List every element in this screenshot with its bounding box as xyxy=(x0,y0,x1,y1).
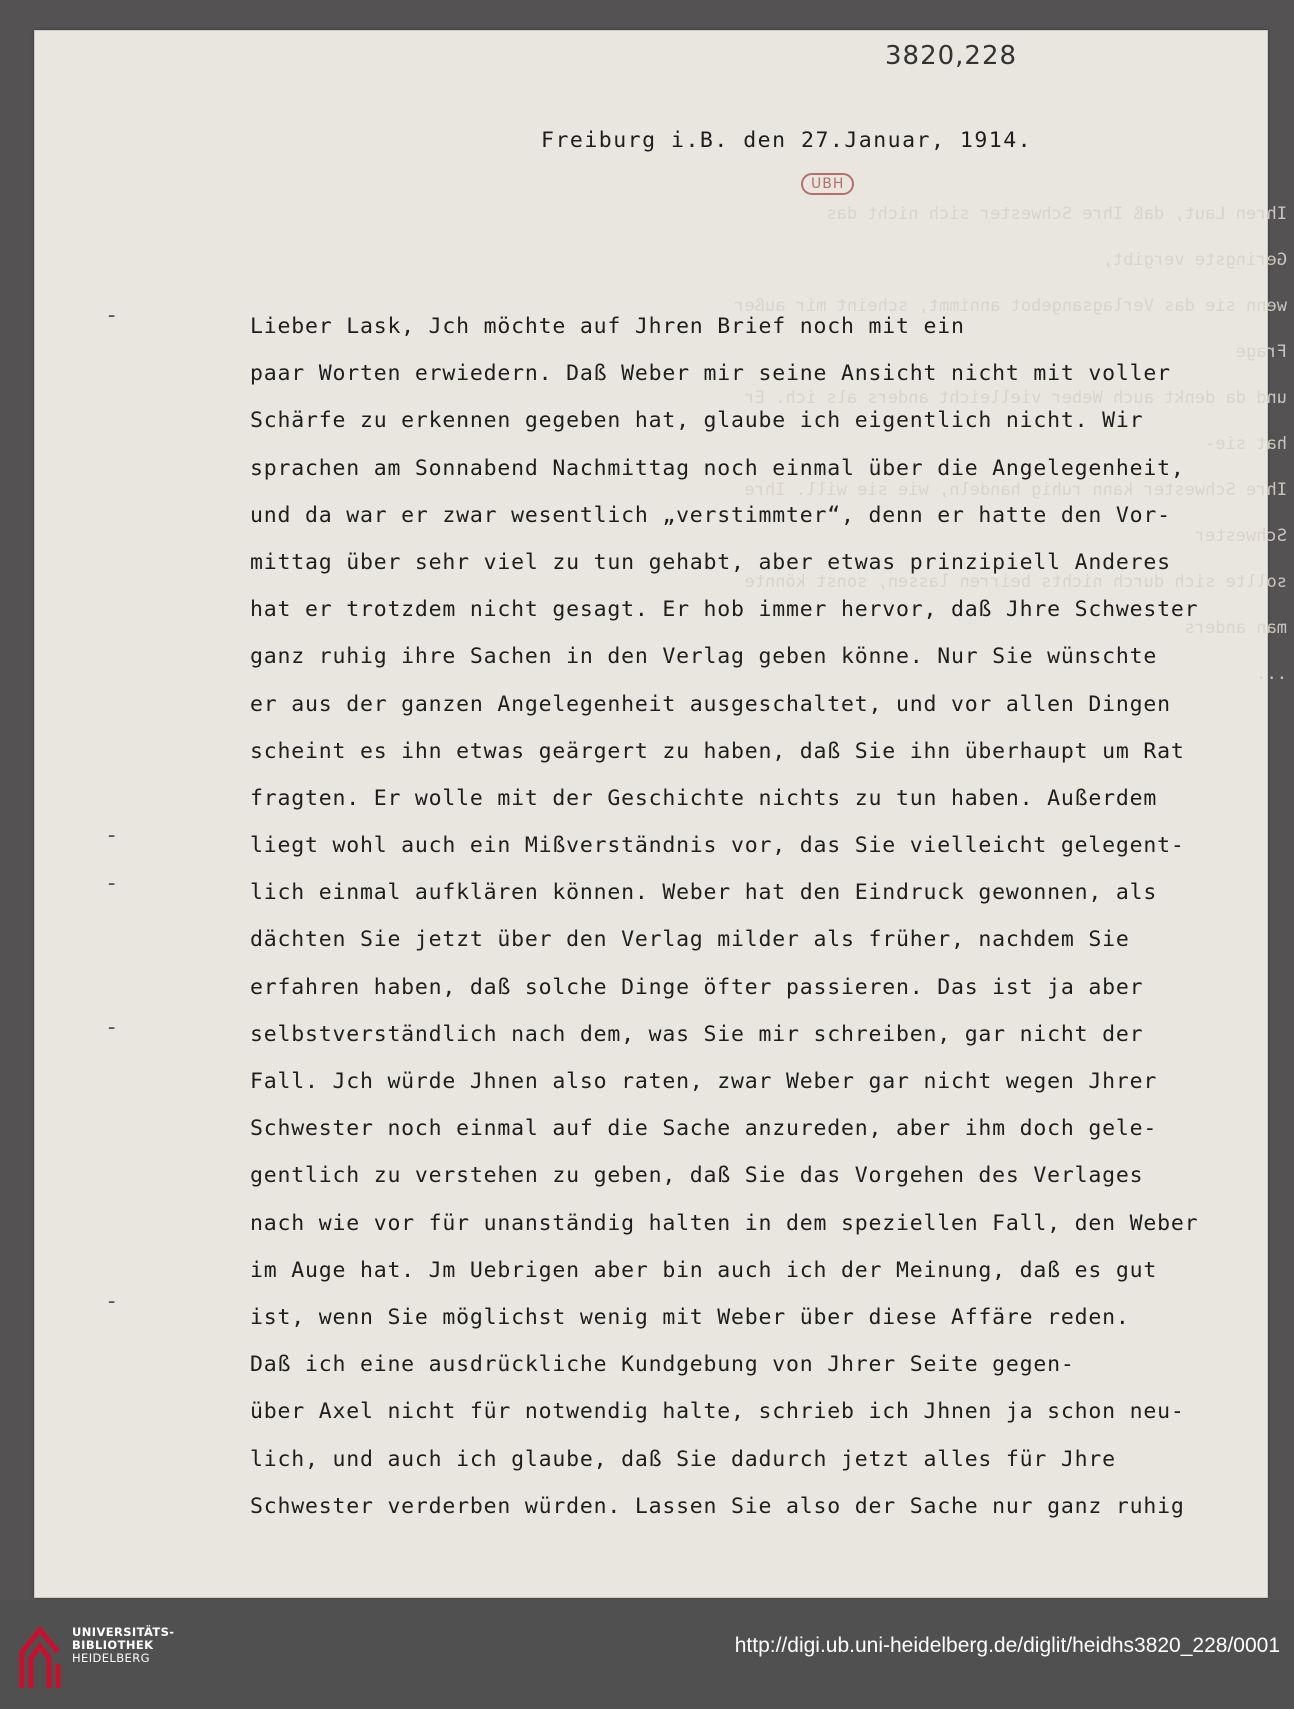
text-line: erfahren haben, daß solche Dinge öfter passieren. Das ist ja aber xyxy=(250,974,1144,1000)
text-line: ist, wenn Sie möglichst wenig mit Weber über diese Affäre reden. xyxy=(250,1304,1130,1330)
text-line: paar Worten erwiedern. Daß Weber mir seine Ansicht nicht mit voller xyxy=(250,361,1171,387)
text-line: sprachen am Sonnabend Nachmittag noch einmal über die Angelegenheit, xyxy=(250,455,1185,481)
text-line: gentlich zu verstehen zu geben, daß Sie das Vorgehen des Verlages xyxy=(250,1163,1144,1189)
text-line: scheint es ihn etwas geärgert zu haben, daß Sie ihn überhaupt um Rat xyxy=(250,738,1185,764)
letter-page: Ihren Laut, daß Ihre Schwester sich nicht das Geringste vergibt, wenn sie das Verlagsangebot annimmt, scheint mir außer Frage und da denkt auch Weber vielleicht anders als ich. Er hat sie- Ihre Schwester kann ruhig handeln, wie sie will. Ihre Schwester sollte sich durch nichts beirren lassen, sonst könnte man anders ... 3820,228 UBH Freiburg i.B. den 27.Januar, 1914. - - - - - Lieber Lask, Jch möchte auf Jhren Brief noch mit ein paar Worten erwiedern. Daß Weber mir seine Ansicht nicht mit voller Schärfe zu erkennen gegeben hat, glaube ich eigentlich nicht. Wir sprachen am Sonnabend Nachmittag noch einmal über die Angelegenheit, und da war er zwar wesentlich „verstimmter“, denn er hatte den Vor- mittag über sehr viel zu tun gehabt, aber etwas prinzipiell Anderes hat er trotzdem nicht gesagt. Er hob immer hervor, daß Jhre Schwester ganz ruhig ihre Sachen in den Verlag geben könne. Nur Sie wünschte er aus der ganzen Angelegenheit ausgeschaltet, und vor allen Dingen scheint es ihn etwas geärgert zu haben, daß Sie ihn überhaupt um Rat fragten. Er wolle mit der Geschichte nichts zu tun haben. Außerdem liegt wohl auch ein Mißverständnis vor, das Sie vielleicht gelegent- lich einmal aufklären können. Weber hat den Eindruck gewonnen, als dächten Sie jetzt über den Verlag milder als früher, nachdem Sie erfahren haben, daß solche Dinge öfter passieren. Das ist ja aber selbstverständlich nach dem, was Sie mir schreiben, gar nicht der Fall. Jch würde Jhnen also raten, zwar Weber gar nicht wegen Jhrer Schwester noch einmal auf die Sache anzureden, aber ihm doch gele- gentlich zu verstehen zu geben, daß Sie das Vorgehen des Verlages nach wie vor für unanständig halten in dem speziellen Fall, den Weber im Auge hat. Jm Uebrigen aber bin auch ich der Meinung, daß es gut ist, wenn Sie möglichst wenig mit Weber über diese Affäre reden. Daß ich eine ausdrückliche Kundgebung von Jhrer Seite gegen- über Axel nicht für notwendig halte, schrieb ich Jhnen ja schon neu- lich, und auch ich glaube, daß Sie dadurch jetzt alles für Jhre Schwester verderben würden. Lassen Sie also der Sache nur ganz ruhig xyxy=(34,30,1268,1598)
letter-body xyxy=(250,303,1235,1530)
archive-number: 3820,228 xyxy=(885,41,1018,71)
text-line: fragten. Er wolle mit der Geschichte nichts zu tun haben. Außerdem xyxy=(250,785,1158,811)
text-line: mittag über sehr viel zu tun gehabt, aber etwas prinzipiell Anderes xyxy=(250,549,1171,575)
institution-line: HEIDELBERG xyxy=(72,1651,150,1665)
text-line: lich einmal aufklären können. Weber hat den Eindruck gewonnen, als xyxy=(250,880,1158,906)
text-line: Lieber Lask, Jch möchte auf Jhren Brief noch mit ein xyxy=(250,314,965,339)
institution-line: UNIVERSITÄTS- xyxy=(72,1625,175,1639)
bleed-through-text: Ihren Laut, daß Ihre Schwester sich nicht das Geringste vergibt, wenn sie das Verlagsangebot annimmt, scheint mir außer Frage und da denkt auch Weber vielleicht anders als ich. Er hat sie- Ihre Schwester kann ruhig handeln, wie sie will. Ihre Schwester sollte sich durch nichts beirren lassen, sonst könnte man anders ... xyxy=(734,204,1287,684)
university-library-logo-icon xyxy=(14,1622,66,1692)
text-line: selbstverständlich nach dem, was Sie mir schreiben, gar nicht der xyxy=(250,1021,1144,1047)
text-line: er aus der ganzen Angelegenheit ausgeschaltet, und vor allen Dingen xyxy=(250,691,1171,717)
text-line: liegt wohl auch ein Mißverständnis vor, das Sie vielleicht gelegent- xyxy=(250,833,1185,859)
text-line: Schwester noch einmal auf die Sache anzureden, aber ihm doch gele- xyxy=(250,1116,1158,1142)
text-line: Schwester verderben würden. Lassen Sie also der Sache nur ganz ruhig xyxy=(250,1493,1185,1519)
library-stamp: UBH xyxy=(801,173,854,195)
text-line: ganz ruhig ihre Sachen in den Verlag geben könne. Nur Sie wünschte xyxy=(250,644,1158,670)
text-line: dächten Sie jetzt über den Verlag milder als früher, nachdem Sie xyxy=(250,927,1130,953)
institution-name xyxy=(72,1626,174,1665)
dateline: Freiburg i.B. den 27.Januar, 1914. xyxy=(541,128,1033,153)
institution-line: BIBLIOTHEK xyxy=(72,1638,154,1652)
text-line: hat er trotzdem nicht gesagt. Er hob immer hervor, daß Jhre Schwester xyxy=(250,597,1199,623)
text-line: und da war er zwar wesentlich „verstimmter“, denn er hatte den Vor- xyxy=(250,502,1171,528)
text-line: nach wie vor für unanständig halten in dem speziellen Fall, den Weber xyxy=(250,1210,1199,1236)
text-line: Schärfe zu erkennen gegeben hat, glaube ich eigentlich nicht. Wir xyxy=(250,408,1144,434)
text-line: über Axel nicht für notwendig halte, schrieb ich Jhnen ja schon neu- xyxy=(250,1399,1185,1425)
text-line: lich, und auch ich glaube, daß Sie dadurch jetzt alles für Jhre xyxy=(250,1446,1116,1472)
permalink-url[interactable]: http://digi.ub.uni-heidelberg.de/diglit/heidhs3820_228/0001 xyxy=(734,1634,1280,1657)
text-line: Fall. Jch würde Jhnen also raten, zwar Weber gar nicht wegen Jhrer xyxy=(250,1069,1158,1094)
text-line: Daß ich eine ausdrückliche Kundgebung von Jhrer Seite gegen- xyxy=(250,1352,1075,1378)
footer-bar xyxy=(0,1600,1294,1709)
text-line: im Auge hat. Jm Uebrigen aber bin auch ich der Meinung, daß es gut xyxy=(250,1257,1158,1283)
